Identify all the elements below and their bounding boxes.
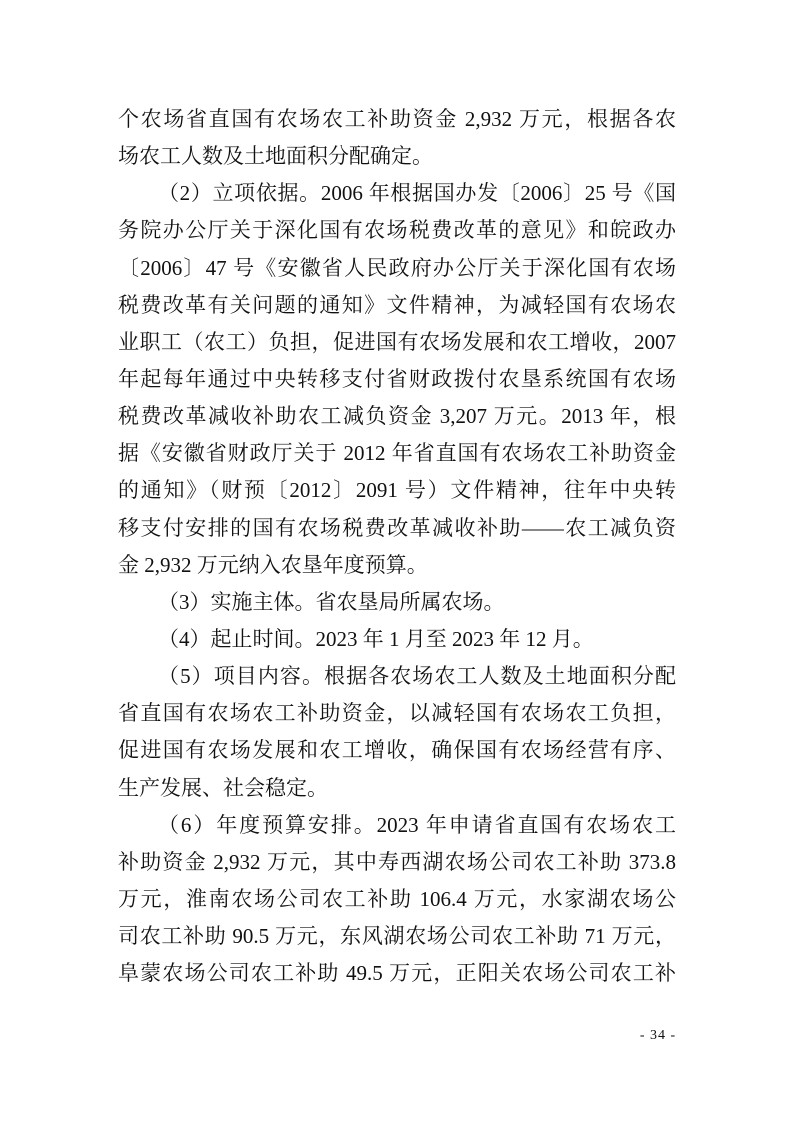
page-content bbox=[118, 101, 676, 992]
text-line: 税费改革减收补助农工减负资金 3,207 万元。2013 年，根 bbox=[118, 404, 676, 429]
text-line: 生产发展、社会稳定。 bbox=[118, 775, 328, 800]
text-line: （3）实施主体。省农垦局所属农场。 bbox=[158, 589, 505, 614]
text-line: 补助资金 2,932 万元，其中寿西湖农场公司农工补助 373.8 bbox=[118, 849, 676, 874]
text-line: 的通知》（财预〔2012〕2091 号）文件精神，往年中央转 bbox=[118, 478, 676, 503]
text-line: 业职工（农工）负担，促进国有农场发展和农工增收，2007 bbox=[118, 329, 676, 354]
text-line: 年起每年通过中央转移支付省财政拨付农垦系统国有农场 bbox=[118, 366, 676, 391]
text-line: 据《安徽省财政厅关于 2012 年省直国有农场农工补助资金 bbox=[118, 441, 676, 466]
text-line: 税费改革有关问题的通知》文件精神，为减轻国有农场农 bbox=[118, 292, 676, 317]
page-number: - 34 - bbox=[639, 1028, 677, 1043]
text-line: 场农工人数及土地面积分配确定。 bbox=[118, 144, 433, 169]
text-line: 省直国有农场农工补助资金，以减轻国有农场农工负担， bbox=[118, 701, 676, 726]
text-line: 〔2006〕47 号《安徽省人民政府办公厅关于深化国有农场 bbox=[118, 255, 676, 280]
text-line: 万元，淮南农场公司农工补助 106.4 万元，水家湖农场公 bbox=[118, 886, 676, 911]
text-line: 促进国有农场发展和农工增收，确保国有农场经营有序、 bbox=[118, 738, 676, 763]
text-line: （4）起止时间。2023 年 1 月至 2023 年 12 月。 bbox=[158, 626, 594, 651]
text-line: （5）项目内容。根据各农场农工人数及土地面积分配 bbox=[158, 664, 676, 689]
text-line: （2）立项依据。2006 年根据国办发〔2006〕25 号《国 bbox=[158, 181, 676, 206]
text-line: （6）年度预算安排。2023 年申请省直国有农场农工 bbox=[158, 812, 676, 837]
text-line: 阜蒙农场公司农工补助 49.5 万元，正阳关农场公司农工补 bbox=[118, 961, 676, 986]
text-line: 务院办公厅关于深化国有农场税费改革的意见》和皖政办 bbox=[118, 218, 676, 243]
text-line: 个农场省直国有农场农工补助资金 2,932 万元，根据各农 bbox=[118, 107, 676, 131]
text-line: 移支付安排的国有农场税费改革减收补助——农工减负资 bbox=[118, 515, 676, 540]
text-line: 金 2,932 万元纳入农垦年度预算。 bbox=[118, 552, 428, 577]
text-line: 司农工补助 90.5 万元，东风湖农场公司农工补助 71 万元， bbox=[118, 924, 676, 949]
